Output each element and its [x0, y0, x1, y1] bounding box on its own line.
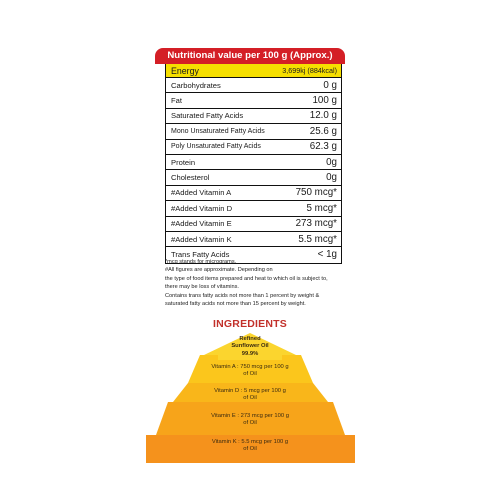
- footnote-line: *mcg stands for micrograms.: [165, 259, 237, 265]
- row-label: Fat: [171, 96, 182, 106]
- row-value: 62.3 g: [309, 141, 337, 153]
- row-label: Saturated Fatty Acids: [171, 111, 244, 121]
- row-value: < 1g: [317, 249, 337, 261]
- row-label: Cholesterol: [171, 173, 210, 183]
- tier-1-line: Refined: [239, 336, 261, 342]
- row-value: 0g: [326, 156, 337, 168]
- tier-3-line: of Oil: [243, 395, 257, 402]
- row-label: #Added Vitamin E: [171, 219, 232, 229]
- row-value: 5 mcg*: [306, 202, 337, 214]
- tier-5-line: Vitamin K : 5.5 mcg per 100 g: [211, 439, 289, 445]
- row-label: #Added Vitamin K: [171, 234, 232, 244]
- footnote-line: #All figures are approximate. Depending on: [165, 267, 273, 274]
- row-value: 0 g: [323, 79, 337, 91]
- row-label: Trans Fatty Acids: [171, 250, 230, 260]
- row-label: #Added Vitamin D: [171, 203, 233, 213]
- tier-5-label: [195, 439, 305, 454]
- row-label: Poly Unsaturated Fatty Acids: [171, 143, 261, 151]
- footnote-line: the type of food items prepared and heat to which oil is subject to,: [165, 275, 328, 282]
- tier-3-label: [195, 388, 305, 403]
- ingredients-title: INGREDIENTS: [213, 318, 287, 330]
- tier-1-line: 99.9%: [241, 350, 259, 357]
- tier-4-line: Vitamin E : 273 mcg per 100 g: [211, 413, 289, 419]
- tier-3-line: Vitamin D : 5 mcg per 100 g: [214, 388, 286, 394]
- row-value: 273 mcg*: [295, 218, 337, 230]
- tier-2-line: Vitamin A : 750 mcg per 100 g: [211, 364, 289, 370]
- footnote-line: there may be loss of vitamins.: [165, 284, 239, 291]
- tier-2-label: [195, 364, 305, 379]
- row-value: 25.6 g: [309, 125, 337, 137]
- row-value: 5.5 mcg*: [298, 233, 337, 245]
- row-value: 750 mcg*: [295, 187, 337, 199]
- footnote-line: saturated fatty acids not more than 15 percent by weight.: [165, 301, 306, 308]
- row-value: 12.0 g: [309, 110, 337, 122]
- row-label: Mono Unsaturated Fatty Acids: [171, 127, 265, 135]
- row-label: #Added Vitamin A: [171, 188, 232, 198]
- row-label: Carbohydrates: [171, 80, 221, 90]
- row-value: 3,699kj (884kcal): [282, 66, 337, 75]
- row-label: Protein: [171, 157, 196, 167]
- tier-1-label: [210, 336, 290, 358]
- tier-4-line: of Oil: [243, 420, 257, 427]
- footnote-line: Contains trans fatty acids not more than 1 percent by weight &: [165, 292, 320, 299]
- row-label: Energy: [171, 65, 199, 76]
- nutrition-header: Nutritional value per 100 g (Approx.): [155, 48, 345, 64]
- tier-5-line: of Oil: [243, 446, 257, 453]
- tier-4-label: [195, 413, 305, 428]
- row-value: 0g: [326, 172, 337, 184]
- tier-1-line: Sunflower Oil: [231, 343, 269, 350]
- row-value: 100 g: [312, 95, 337, 107]
- tier-2-line: of Oil: [243, 371, 257, 378]
